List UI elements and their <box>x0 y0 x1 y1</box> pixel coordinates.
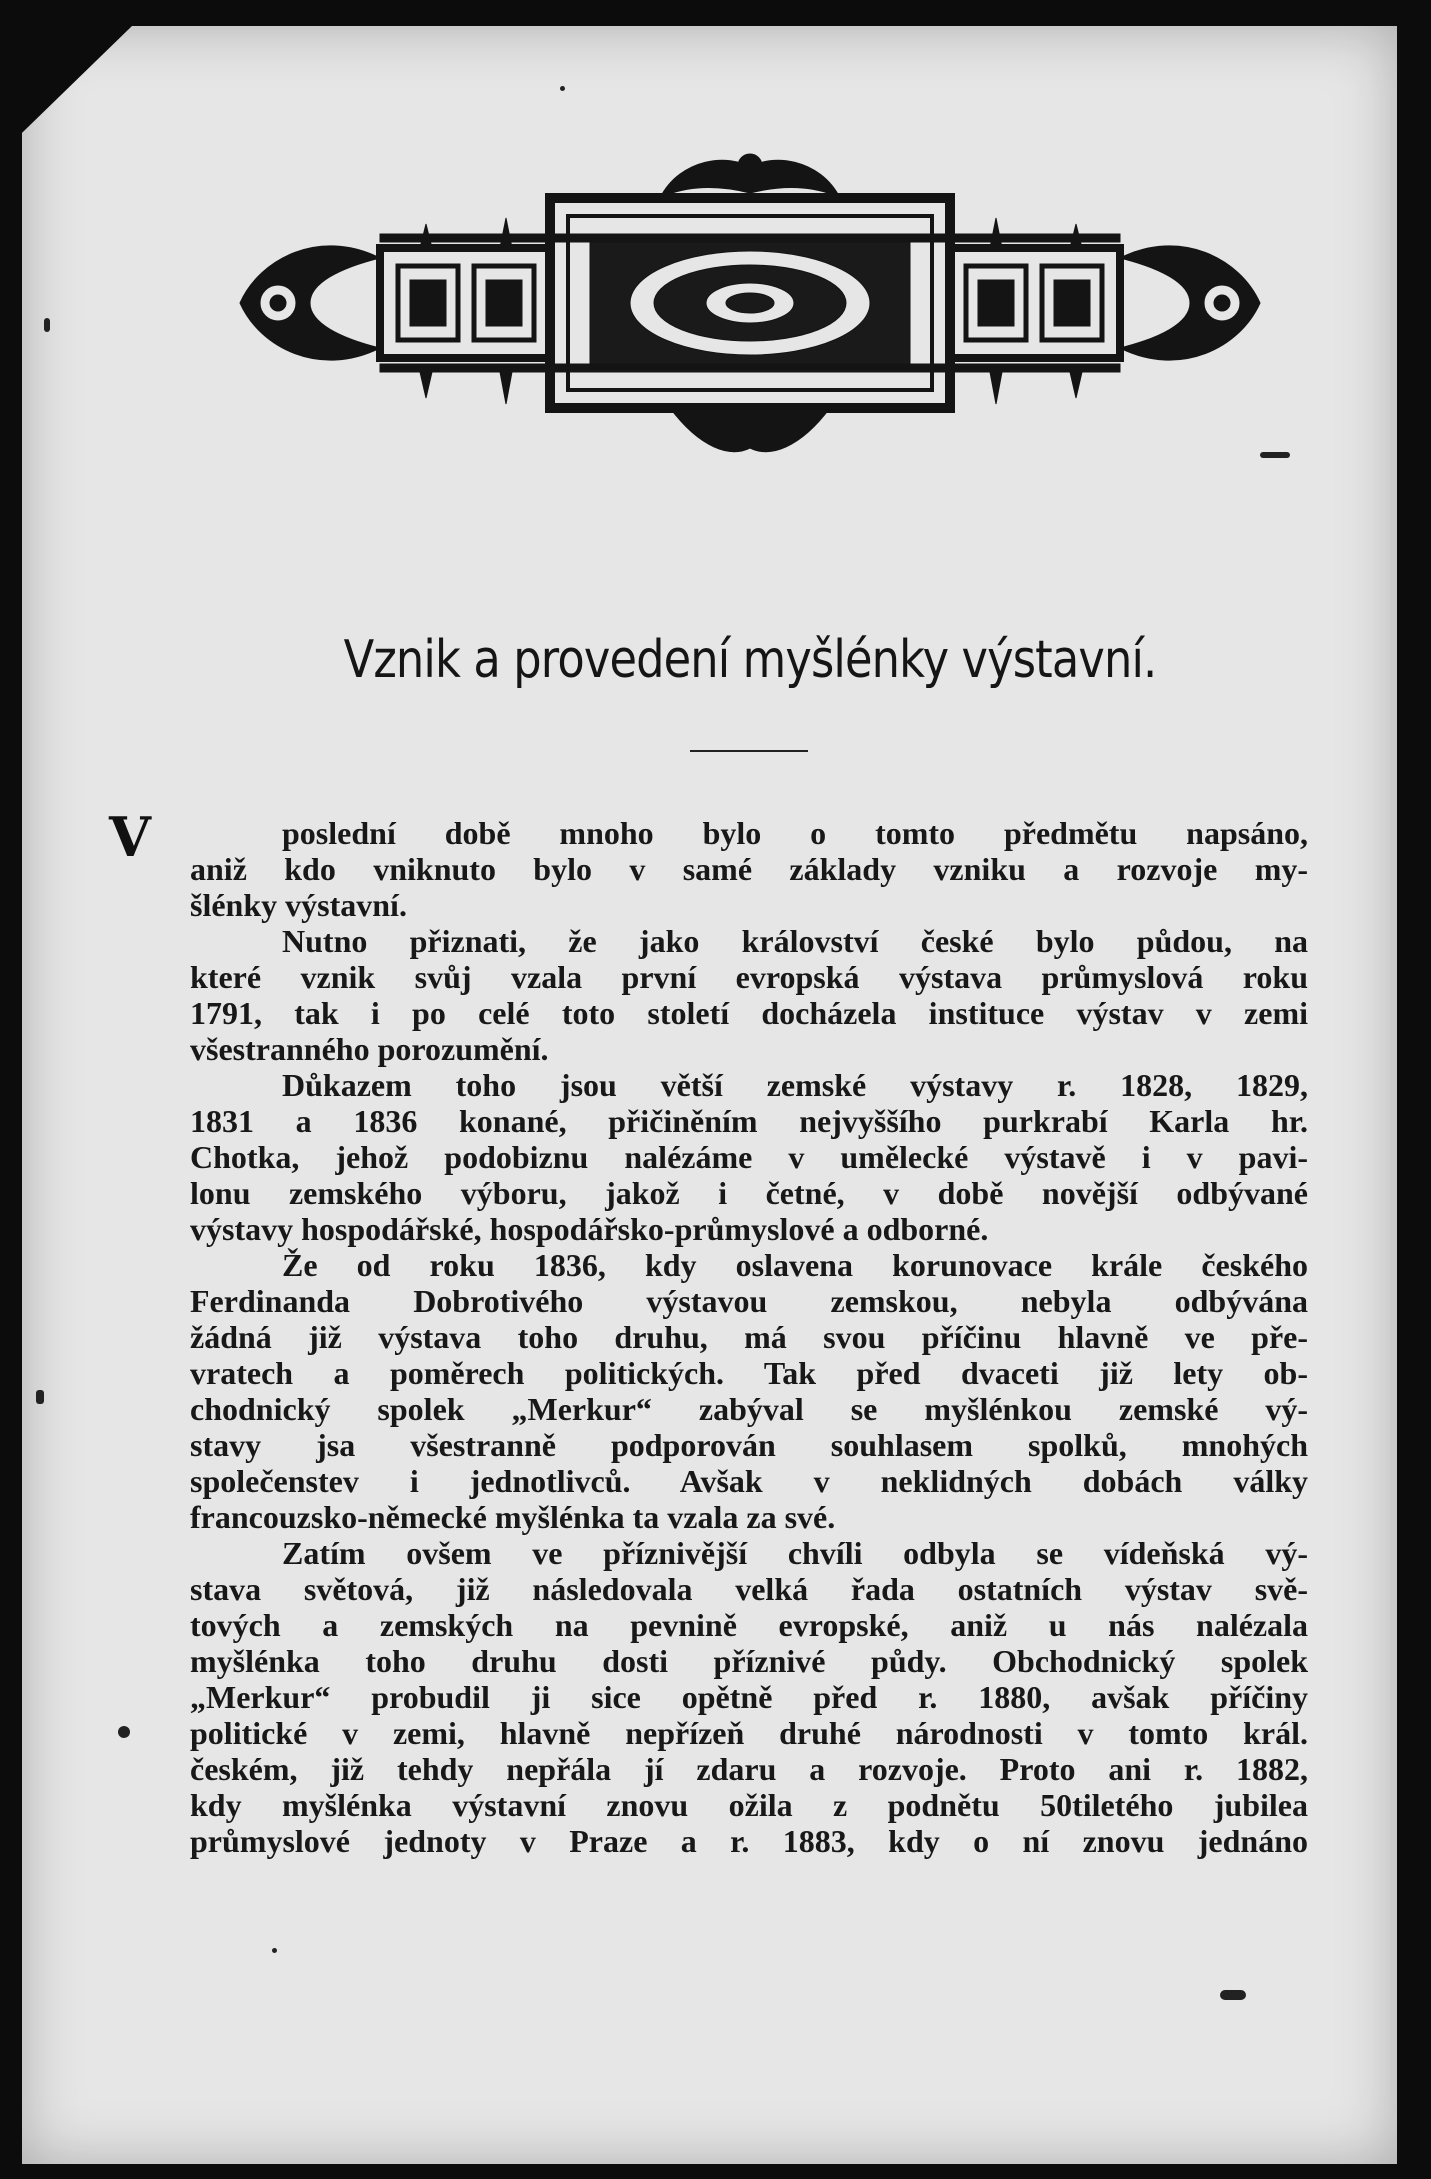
text-line: myšlénka toho druhu dosti příznivé půdy. Obchodnický spolek <box>190 1643 1308 1679</box>
text-line: aniž kdo vniknuto bylo v samé základy vzniku a rozvoje my- <box>190 851 1308 887</box>
text-line: Zatím ovšem ve příznivější chvíli odbyla se vídeňská vý- <box>282 1535 1308 1571</box>
text-line: šlénky výstavní. <box>190 887 407 923</box>
text-line: poslední době mnoho bylo o tomto předmětu napsáno, <box>282 815 1308 851</box>
text-line: Důkazem toho jsou větší zemské výstavy r. 1828, 1829, <box>282 1067 1308 1103</box>
page-title: Vznik a provedení myšlénky výstavní. <box>343 630 1157 690</box>
text-line: které vznik svůj vzala první evropská výstava průmyslová roku <box>190 959 1308 995</box>
text-line: Že od roku 1836, kdy oslavena korunovace krále českého <box>282 1247 1308 1283</box>
headpiece-ornament-icon <box>230 148 1270 468</box>
text-line: chodnický spolek „Merkur“ zabýval se myšlénkou zemské vý- <box>190 1391 1308 1427</box>
text-line: kdy myšlénka výstavní znovu ožila z podnětu 50tiletého jubilea <box>190 1787 1308 1823</box>
text-line: společenstev i jednotlivců. Avšak v neklidných dobách války <box>190 1463 1308 1499</box>
text-line: Ferdinanda Dobrotivého výstavou zemskou, nebyla odbývána <box>190 1283 1308 1319</box>
text-line: francouzsko-německé myšlénka ta vzala za své. <box>190 1499 836 1535</box>
text-line: všestranného porozumění. <box>190 1031 549 1067</box>
text-line: stavy jsa všestranně podporován souhlasem spolků, mnohých <box>190 1427 1308 1463</box>
text-line: 1831 a 1836 konané, přičiněním nejvyššího purkrabí Karla hr. <box>190 1103 1308 1139</box>
text-line: 1791, tak i po celé toto století docházela instituce výstav v zemi <box>190 995 1308 1031</box>
text-line: Nutno přiznati, že jako království české bylo půdou, na <box>282 923 1308 959</box>
drop-cap: V <box>109 805 151 869</box>
text-line: žádná již výstava toho druhu, má svou příčinu hlavně ve pře- <box>190 1319 1308 1355</box>
text-line: „Merkur“ probudil ji sice opětně před r. 1880, avšak příčiny <box>190 1679 1308 1715</box>
text-line: tových a zemských na pevnině evropské, aniž u nás nalézala <box>190 1607 1308 1643</box>
text-line: politické v zemi, hlavně nepřízeň druhé národnosti v tomto král. <box>190 1715 1308 1751</box>
title-divider <box>690 750 808 752</box>
text-line: vratech a poměrech politických. Tak před dvaceti již lety ob- <box>190 1355 1308 1391</box>
body-text <box>190 815 1308 1925</box>
text-line: stava světová, již následovala velká řada ostatních výstav svě- <box>190 1571 1308 1607</box>
text-line: Chotka, jehož podobiznu nalézáme v umělecké výstavě i v pavi- <box>190 1139 1308 1175</box>
text-line: českém, již tehdy nepřála jí zdaru a rozvoje. Proto ani r. 1882, <box>190 1751 1308 1787</box>
text-line: průmyslové jednoty v Praze a r. 1883, kdy o ní znovu jednáno <box>190 1823 1308 1859</box>
text-line: výstavy hospodářské, hospodářsko-průmyslové a odborné. <box>190 1211 989 1247</box>
text-line: lonu zemského výboru, jakož i četné, v době novější odbývané <box>190 1175 1308 1211</box>
